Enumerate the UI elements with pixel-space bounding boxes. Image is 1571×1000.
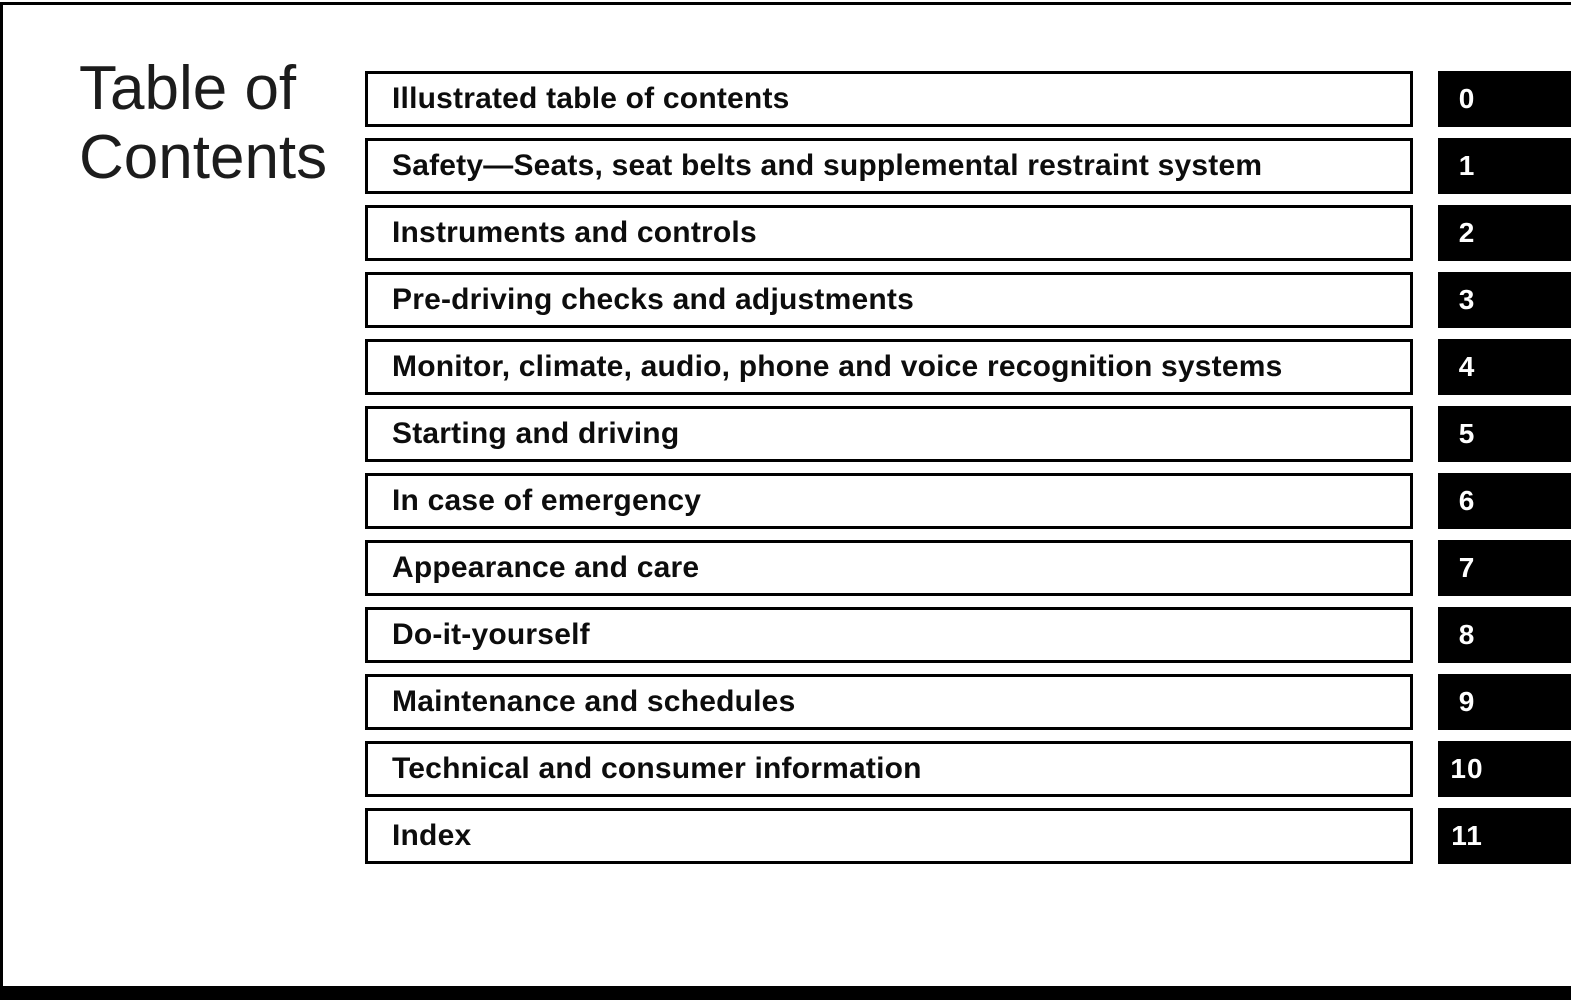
toc-entry-appearance-care[interactable] — [365, 540, 1413, 596]
toc-tab-number: 9 — [1458, 686, 1476, 717]
toc-row-spacer — [1413, 473, 1438, 529]
toc-row-spacer — [1413, 339, 1438, 395]
toc-tab-11[interactable] — [1438, 808, 1571, 864]
toc-tab-number: 5 — [1458, 418, 1476, 449]
toc-row — [365, 473, 1571, 529]
toc-entry-label: Starting and driving — [392, 417, 680, 450]
toc-entry-label: Technical and consumer information — [392, 752, 922, 785]
toc-tab-number: 1 — [1458, 150, 1476, 181]
toc-row — [365, 674, 1571, 730]
toc-row-spacer — [1413, 272, 1438, 328]
toc-entry-label: In case of emergency — [392, 484, 702, 517]
toc-tab-8[interactable] — [1438, 607, 1571, 663]
toc-row-spacer — [1413, 674, 1438, 730]
toc-tab-6[interactable] — [1438, 473, 1571, 529]
toc-row — [365, 607, 1571, 663]
page-border-bottom — [0, 986, 1571, 1000]
toc-row-spacer — [1413, 138, 1438, 194]
toc-row — [365, 205, 1571, 261]
toc-row — [365, 339, 1571, 395]
toc-tab-3[interactable] — [1438, 272, 1571, 328]
toc-entry-label: Do-it-yourself — [392, 618, 590, 651]
toc-row — [365, 272, 1571, 328]
toc-row-spacer — [1413, 205, 1438, 261]
toc-row-spacer — [1413, 607, 1438, 663]
toc-row — [365, 71, 1571, 127]
toc-tab-number: 10 — [1450, 753, 1484, 784]
toc-tab-1[interactable] — [1438, 138, 1571, 194]
toc-tab-number: 11 — [1451, 820, 1483, 851]
toc-entry-do-it-yourself[interactable] — [365, 607, 1413, 663]
toc-tab-9[interactable] — [1438, 674, 1571, 730]
toc-tab-2[interactable] — [1438, 205, 1571, 261]
toc-tab-number: 8 — [1458, 619, 1476, 650]
toc-row-spacer — [1413, 406, 1438, 462]
page-title-line2: Contents — [79, 123, 328, 192]
toc-tab-number: 0 — [1458, 83, 1476, 114]
toc-tab-7[interactable] — [1438, 540, 1571, 596]
toc-tab-5[interactable] — [1438, 406, 1571, 462]
toc-row — [365, 406, 1571, 462]
toc-entry-pre-driving-checks[interactable] — [365, 272, 1413, 328]
toc-row — [365, 138, 1571, 194]
toc-entry-index[interactable] — [365, 808, 1413, 864]
toc-entry-label: Illustrated table of contents — [392, 82, 790, 115]
toc-row — [365, 808, 1571, 864]
toc-entry-maintenance-schedules[interactable] — [365, 674, 1413, 730]
toc-entry-label: Monitor, climate, audio, phone and voice recognition systems — [392, 350, 1283, 383]
toc-row — [365, 741, 1571, 797]
toc-row-spacer — [1413, 540, 1438, 596]
toc-tab-4[interactable] — [1438, 339, 1571, 395]
toc-entry-monitor-climate-audio[interactable] — [365, 339, 1413, 395]
toc-row-spacer — [1413, 808, 1438, 864]
page-title — [79, 54, 327, 192]
page-title-line1: Table of — [79, 54, 297, 123]
toc-entry-safety[interactable] — [365, 138, 1413, 194]
toc-entry-instruments-controls[interactable] — [365, 205, 1413, 261]
toc-entry-technical-consumer-info[interactable] — [365, 741, 1413, 797]
toc-row — [365, 540, 1571, 596]
toc-tab-10[interactable] — [1438, 741, 1571, 797]
toc-row-spacer — [1413, 741, 1438, 797]
toc-entry-emergency[interactable] — [365, 473, 1413, 529]
toc-entry-label: Pre-driving checks and adjustments — [392, 283, 914, 316]
toc-tab-number: 6 — [1458, 485, 1476, 516]
toc-row-spacer — [1413, 71, 1438, 127]
toc-entry-label: Maintenance and schedules — [392, 685, 796, 718]
toc-entry-illustrated-toc[interactable] — [365, 71, 1413, 127]
toc-list — [365, 71, 1571, 864]
toc-tab-number: 7 — [1458, 552, 1476, 583]
toc-tab-number: 4 — [1458, 351, 1476, 382]
toc-tab-number: 2 — [1458, 217, 1476, 248]
toc-entry-label: Index — [392, 819, 472, 852]
toc-entry-label: Instruments and controls — [392, 216, 757, 249]
toc-entry-label: Safety—Seats, seat belts and supplemental restraint system — [392, 149, 1263, 182]
toc-tab-number: 3 — [1458, 284, 1476, 315]
toc-entry-label: Appearance and care — [392, 551, 700, 584]
toc-tab-0[interactable] — [1438, 71, 1571, 127]
toc-entry-starting-driving[interactable] — [365, 406, 1413, 462]
page-border-top — [0, 2, 1571, 5]
page-border-left — [0, 2, 3, 987]
